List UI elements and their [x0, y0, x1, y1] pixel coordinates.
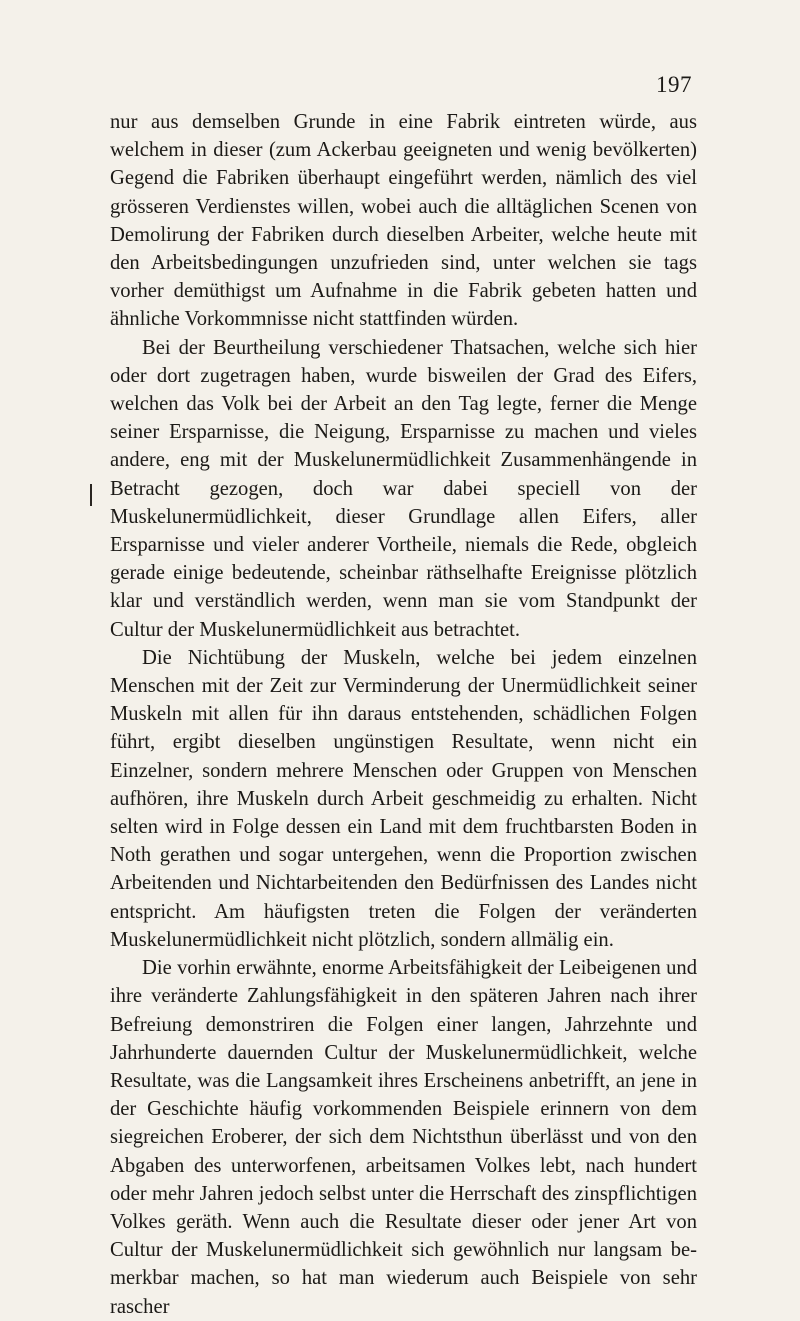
body-text: [110, 108, 697, 1321]
margin-mark: [90, 484, 92, 506]
paragraph-1: nur aus demselben Grunde in eine Fabrik eintreten würde, aus welchem in dieser (zum Ackerbau geeigneten und wenig bevölkerten) Gegend die Fabriken überhaupt eingeführt werden, nämlich des viel grösseren Verdienstes willen, wobei auch die alltäglichen Scenen von Demolirung der Fabriken durch dieselben Arbeiter, welche heute mit den Arbeitsbedingungen unzufrieden sind, unter welchen sie tags vorher demüthigst um Aufnahme in die Fabrik gebeten hatten und ähnliche Vorkommnisse nicht stattfinden würden.: [110, 111, 697, 331]
paragraph-3: Die Nichtübung der Muskeln, welche bei jedem einzelnen Menschen mit der Zeit zur Verminderung der Unermüdlichkeit seiner Muskeln mit allen für ihn daraus entstehenden, schädlichen Folgen führt, ergibt dieselben ungünstigen Resultate, wenn nicht ein Einzelner, sondern mehrere Menschen oder Gruppen von Menschen aufhören, ihre Muskeln durch Arbeit geschmeidig zu erhalten. Nicht selten wird in Folge dessen ein Land mit dem fruchtbarsten Boden in Noth gerathen und sogar untergehen, wenn die Proportion zwischen Arbeitenden und Nichtarbeitenden den Bedürfnissen des Landes nicht entspricht. Am häufigsten treten die Folgen der veränderten Muskelunermüdlichkeit nicht plötzlich, sondern allmälig ein.: [110, 646, 697, 951]
paragraph-2: Bei der Beurtheilung verschiedener Thatsachen, welche sich hier oder dort zugetragen haben, wurde bisweilen der Grad des Eifers, welchen das Volk bei der Arbeit an den Tag legte, ferner die Menge seiner Ersparnisse, die Neigung, Ersparnisse zu machen und vieles andere, eng mit der Muskelunermüdlichkeit Zusammenhängende in Betracht gezogen, doch war dabei speciell von der Muskelunermüdlichkeit, dieser Grundlage allen Eifers, aller Ersparnisse und vieler anderer Vortheile, niemals die Rede, obgleich gerade einige bedeutende, scheinbar räthselhafte Ereignisse plötzlich klar und verständlich werden, wenn man sie vom Standpunkt der Cultur der Muskelunermüdlichkeit aus betrachtet.: [110, 336, 697, 641]
page-number: 197: [656, 72, 692, 97]
paragraph-4: Die vorhin erwähnte, enorme Arbeitsfähigkeit der Leibeigenen und ihre veränderte Zahlungsfähigkeit in den späteren Jahren nach ihrer Befreiung demonstriren die Folgen einer langen, Jahrzehnte und Jahrhunderte dauernden Cultur der Muskelunermüdlichkeit, welche Resultate, was die Langsamkeit ihres Erscheinens anbetrifft, an jene in der Geschichte häufig vorkommenden Beispiele erinnern von dem siegreichen Eroberer, der sich dem Nichtsthun überlässt und von den Abgaben des unterworfenen, arbeitsamen Volkes lebt, nach hundert oder mehr Jahren jedoch selbst unter die Herrschaft des zinspflichtigen Volkes geräth. Wenn auch die Resultate dieser oder jener Art von Cultur der Muskelunermüdlichkeit sich gewöhnlich nur langsam bemerkbar machen, so hat man wiederum auch Beispiele von sehr rascher: [110, 957, 697, 1318]
